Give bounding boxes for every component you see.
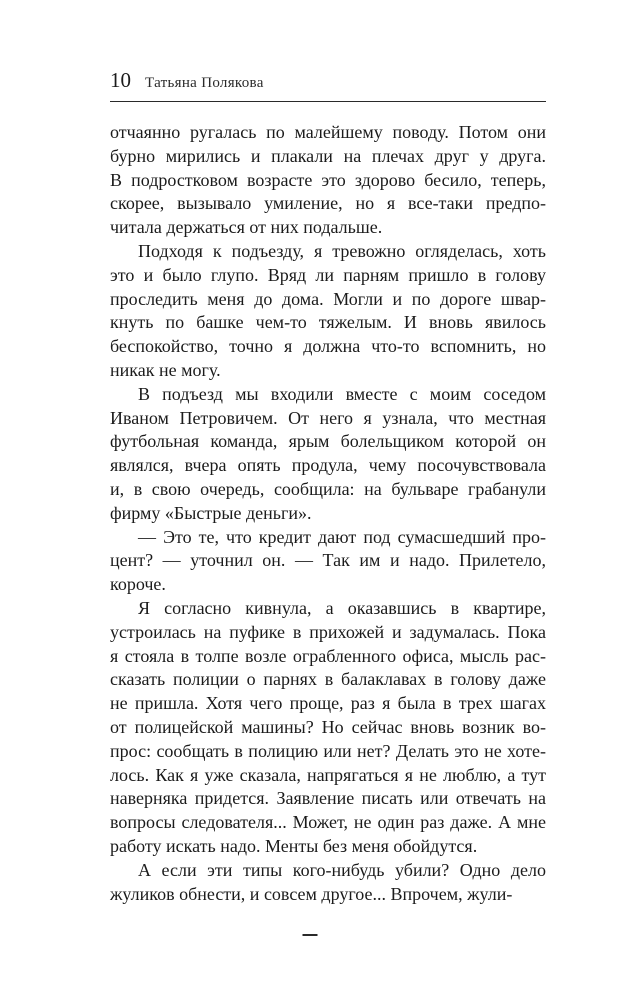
text-line: фирму «Быстрые деньги».: [110, 502, 312, 523]
text-line: вопросы следователя... Может, не один раз даже. А мне: [110, 812, 546, 833]
text-line: В подростковом возрасте это здорово бесило, теперь,: [110, 169, 546, 190]
text-line: являлся, вчера опять продула, чему посочувствовала: [110, 455, 546, 476]
page-text: [110, 121, 546, 906]
text-line: и, в свою очередь, сообщила: на бульваре грабанули: [110, 478, 546, 499]
text-line: не пришла. Хотя чего проще, раз я была в трех шагах: [110, 693, 546, 714]
text-line: Подходя к подъезду, я тревожно огляделась, хоть: [138, 240, 546, 261]
text-line: наверняка придется. Заявление писать или отвечать на: [110, 788, 546, 809]
text-line: я стояла в толпе возле ограбленного офиса, мысль рас-: [110, 645, 546, 666]
text-line: это и было глупо. Вряд ли парням пришло в голову: [110, 264, 546, 285]
text-line: от полицейской машины? Но сейчас вновь возник во-: [110, 716, 546, 737]
text-line: — Это те, что кредит дают под сумасшедший про-: [138, 526, 546, 547]
text-line: проследить меня до дома. Могли и по дороге швар-: [110, 288, 546, 309]
text-line: Я согласно кивнула, а оказавшись в квартире,: [138, 597, 546, 618]
text-line: работу искать надо. Менты без меня обойдутся.: [110, 835, 478, 856]
text-line: В подъезд мы входили вместе с моим соседом: [138, 383, 546, 404]
text-line: читала держаться от них подальше.: [110, 217, 383, 238]
page-number: 10: [110, 68, 131, 92]
text-line: никак не могу.: [110, 359, 221, 380]
text-line: футбольная команда, ярым болельщиком которой он: [110, 431, 546, 452]
text-line: жуликов обнести, и совсем другое... Впрочем, жули-: [110, 883, 513, 904]
text-line: отчаянно ругалась по малейшему поводу. Потом они: [110, 122, 546, 142]
author-name: Татьяна Полякова: [145, 75, 264, 91]
text-line: сказать полиции о парнях в балаклавах в голову даже: [110, 669, 546, 690]
page-end-divider: [303, 934, 318, 936]
text-line: устроилась на пуфике в прихожей и задумалась. Пока: [110, 621, 546, 642]
text-line: бурно мирились и плакали на плечах друг у друга.: [110, 145, 546, 166]
text-line: лось. Как я уже сказала, напрягаться я не люблю, а тут: [110, 764, 546, 785]
text-line: беспокойство, точно я должна что-то вспомнить, но: [110, 336, 546, 357]
text-line: скорее, вызывало умиление, но я все-таки предпо-: [110, 193, 546, 214]
text-line: Иваном Петровичем. От него я узнала, что местная: [110, 407, 546, 428]
text-line: А если эти типы кого-нибудь убили? Одно дело: [138, 859, 546, 880]
text-line: прос: сообщать в полицию или нет? Делать это не хоте-: [110, 740, 546, 761]
page-header: [110, 68, 546, 102]
text-line: цент? — уточнил он. — Так им и надо. Прилетело,: [110, 550, 546, 571]
text-line: короче.: [110, 574, 166, 595]
text-line: кнуть по башке чем-то тяжелым. И вновь явилось: [110, 312, 546, 333]
